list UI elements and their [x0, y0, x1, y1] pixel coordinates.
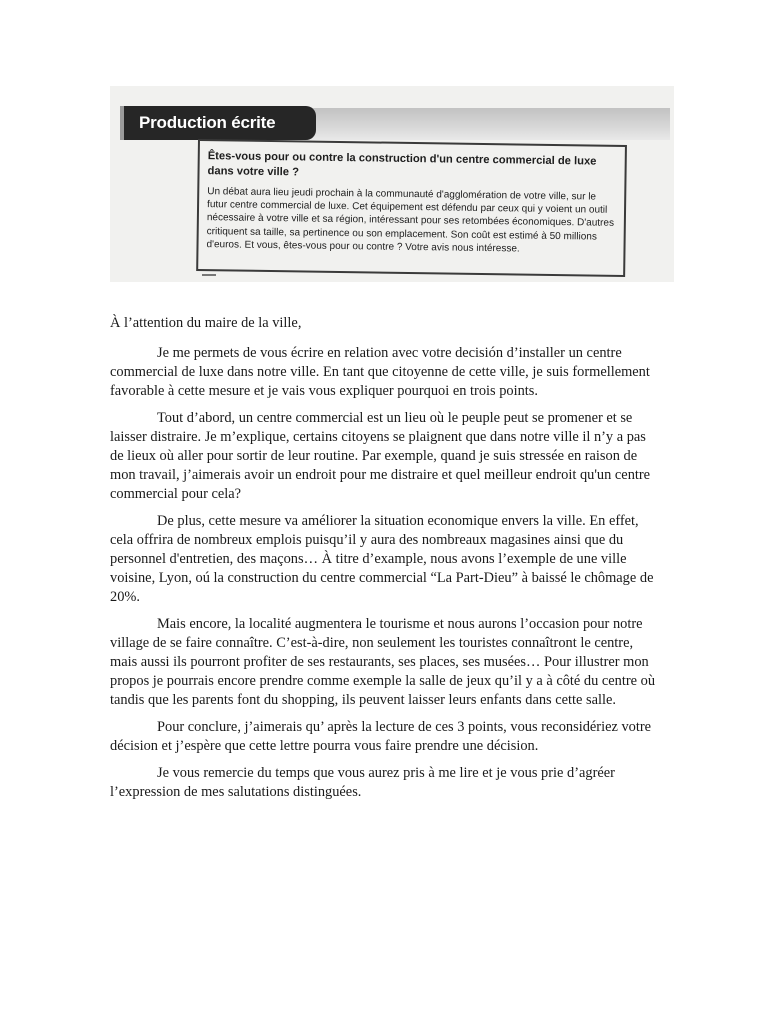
letter-paragraph-intro: Je me permets de vous écrire en relation avec votre decisión d’installer un centre commercial de luxe dans notre ville. En tant que citoyenne de cette ville, je suis formellement favorable à cette mesure et je vais vous expliquer pourquoi en trois points.	[110, 345, 650, 399]
letter-salutation: À l’attention du maire de la ville,	[110, 315, 302, 331]
letter-paragraph-first-point: Tout d’abord, un centre commercial est un lieu où le peuple peut se promener et se laisser distraire. Je m’explique, certains citoyens se plaignent que dans notre ville il n’y a pas de lieux où aller pour sortir de leur routine. Par exemple, quand je suis stressée en raison de mon travail, j’aimerais avoir un endroit pour me distraire et quel meilleur endroit qu'un centre commercial pour cela?	[110, 410, 651, 502]
exercise-prompt-text: Un débat aura lieu jeudi prochain à la communauté d'agglomération de votre ville, sur le futur centre commercial de luxe. Cet équipement est défendu par ceux qui y voient un outil nécessaire à votre ville et sa région, intéressant pour ses retombées économiques. D'autres critiquent sa taille, sa pertinence ou son emplacement. Son coût est estimé à 50 millions d'euros. Et vous, êtes-vous pour ou contre ? Votre avis nous intéresse.	[206, 186, 615, 255]
letter-body	[110, 314, 662, 810]
letter-paragraph-conclusion: Pour conclure, j’aimerais qu’ après la lecture de ces 3 points, vous reconsidériez votre décision et j’espère que cette lettre pourra vous faire prendre une décision.	[110, 719, 652, 754]
letter-paragraph-second-point: De plus, cette mesure va améliorer la situation economique envers la ville. En effet, cela offrira de nombreux emplois puisqu’il y aura des nombreaux magasines ainsi que du personnel d'entretien, des maçons… À titre d’example, nous avons l’exemple de une ville voisine, Lyon, oú la construction du centre commercial “La Part-Dieu” à baissé le chômage de 20%.	[110, 513, 654, 605]
scanned-exercise	[110, 86, 674, 282]
exercise-question: Êtes-vous pour ou contre la construction d'un centre commercial de luxe dans votre ville ?	[207, 150, 597, 179]
scan-artifact	[202, 274, 216, 276]
exercise-header-label: Production écrite	[124, 106, 316, 140]
letter-paragraph-closing: Je vous remercie du temps que vous aurez pris à me lire et je vous prie d’agréer l’expression de mes salutations distinguées.	[110, 765, 615, 800]
letter-paragraph-third-point: Mais encore, la localité augmentera le tourisme et nous aurons l’occasion pour notre village de se faire connaître. C’est-à-dire, non seulement les touristes connaîtront le centre, mais aussi ils pourront profiter de ses restaurants, ses places, ses musées… Pour illustrer mon propos je pourrais encore prendre comme exemple la salle de jeux qu’il y a à côté du centre où tandis que les parents font du shopping, ils peuvent laisser leurs enfants dans cette salle.	[110, 616, 656, 708]
exercise-prompt-box	[196, 139, 627, 277]
